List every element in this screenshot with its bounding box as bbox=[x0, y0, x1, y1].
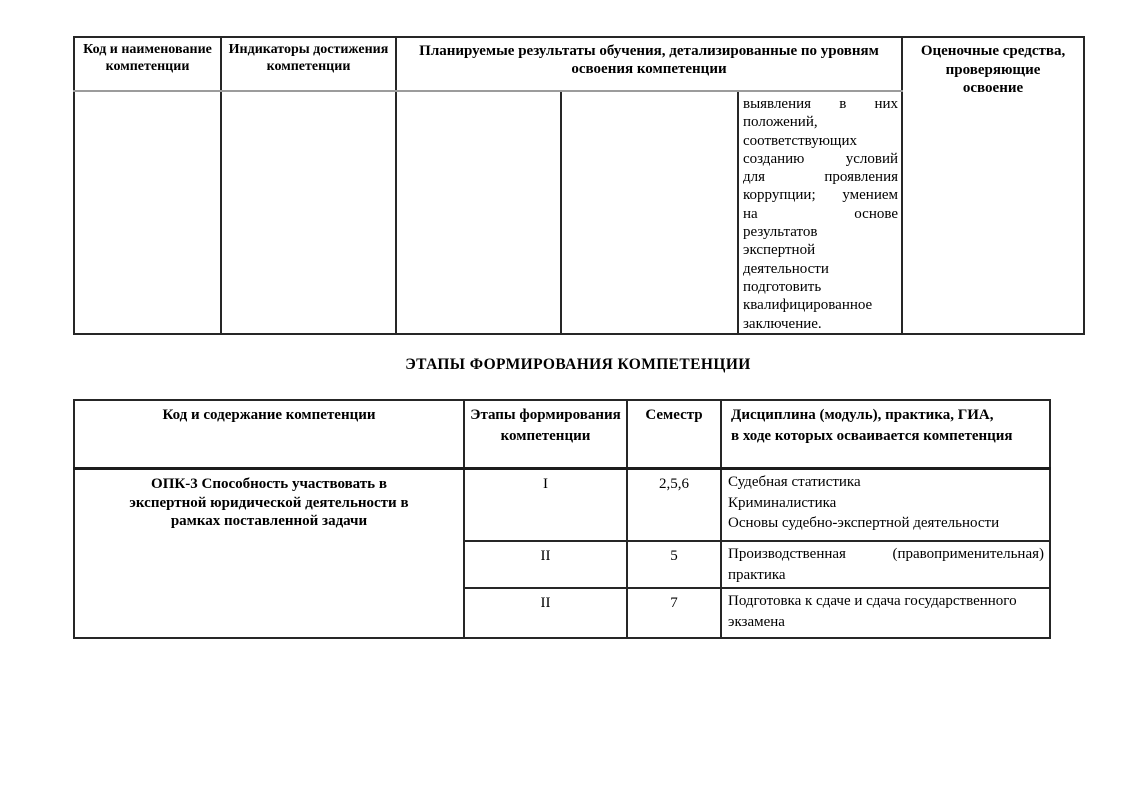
competency-results-table bbox=[73, 36, 1085, 335]
t2-cell-disciplines-2: Производственная (правоприменительная) практика bbox=[721, 541, 1050, 588]
t1-cell-competency-empty bbox=[74, 91, 221, 334]
t2-header-stages: Этапы формирования компетенции bbox=[464, 400, 627, 469]
t1-cell-level1-empty bbox=[396, 91, 561, 334]
t1-header-competency-code: Код и наименование компетенции bbox=[74, 37, 221, 91]
t2-cell-competency: ОПК-3 Способность участвовать в экспертной юридической деятельности в рамках поставленной задачи bbox=[74, 469, 464, 639]
section-heading: ЭТАПЫ ФОРМИРОВАНИЯ КОМПЕТЕНЦИИ bbox=[405, 356, 751, 373]
t1-cell-indicators-empty bbox=[221, 91, 396, 334]
t1-header-assessment-tools: Оценочные средства, проверяющие освоение bbox=[902, 37, 1084, 334]
t2-cell-semester-2: 5 bbox=[627, 541, 721, 588]
t2-header-competency: Код и содержание компетенции bbox=[74, 400, 464, 469]
formation-stages-table bbox=[73, 399, 1051, 639]
t1-cell-level2-empty bbox=[561, 91, 738, 334]
t1-cell-result-text: выявления в них положений, соответствующих созданию условий для проявления коррупции; умением на основе результатов экспертной деятельности подготовить квалифицированное заключение. bbox=[738, 91, 902, 334]
t1-header-planned-results: Планируемые результаты обучения, детализированные по уровням освоения компетенции bbox=[396, 37, 902, 91]
t1-header-indicators: Индикаторы достижения компетенции bbox=[221, 37, 396, 91]
t2-header-disciplines: Дисциплина (модуль), практика, ГИА, в ходе которых осваивается компетенция bbox=[721, 400, 1050, 469]
t2-cell-semester-3: 7 bbox=[627, 588, 721, 638]
t2-cell-disciplines-3: Подготовка к сдаче и сдача государственного экзамена bbox=[721, 588, 1050, 638]
t2-cell-stage-3: II bbox=[464, 588, 627, 638]
t2-cell-semester-1: 2,5,6 bbox=[627, 469, 721, 542]
t2-cell-stage-1: I bbox=[464, 469, 627, 542]
t2-cell-stage-2: II bbox=[464, 541, 627, 588]
t2-cell-disciplines-1: Судебная статистика Криминалистика Основы судебно-экспертной деятельности bbox=[721, 469, 1050, 542]
t2-header-semester: Семестр bbox=[627, 400, 721, 469]
